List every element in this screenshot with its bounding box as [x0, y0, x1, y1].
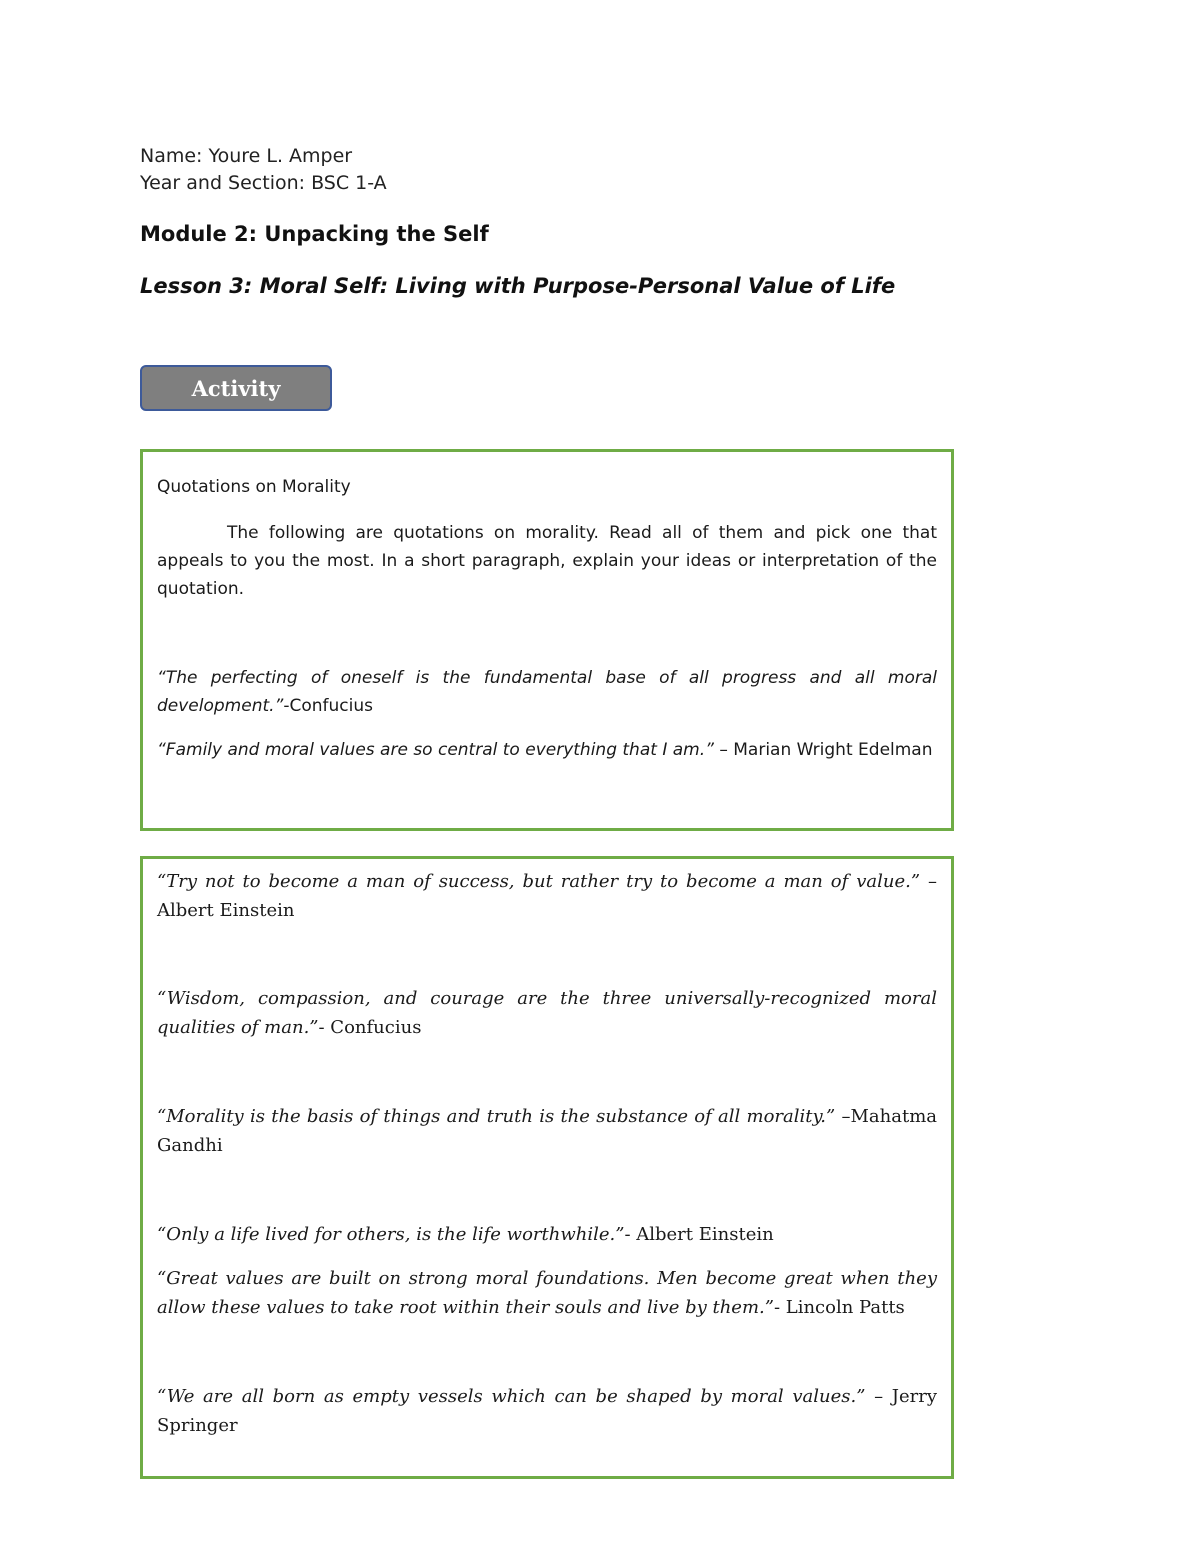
quote-text: “Family and moral values are so central to everything that I am.” — [157, 740, 714, 760]
activity-badge: Activity — [140, 365, 332, 411]
quotations-box-secondary — [140, 856, 954, 1479]
quote-item — [157, 1220, 937, 1249]
quote-item — [157, 1382, 937, 1440]
quote-text: “Morality is the basis of things and truth is the substance of all morality.” — [157, 1106, 836, 1127]
module-title: Module 2: Unpacking the Self — [140, 222, 489, 246]
quote-author: -Confucius — [283, 696, 373, 716]
quote-text: “Wisdom, compassion, and courage are the three universally-recognized moral qualities of man.” — [157, 988, 937, 1038]
student-name: Name: Youre L. Amper — [140, 145, 353, 167]
quote-author: – Albert Einstein — [157, 871, 937, 921]
quote-author: – Marian Wright Edelman — [713, 740, 933, 760]
quote-item — [157, 664, 937, 720]
box-title: Quotations on Morality — [157, 477, 351, 497]
quotations-box-primary — [140, 449, 954, 831]
quote-item — [157, 1102, 937, 1160]
quote-author: - Lincoln Patts — [773, 1297, 905, 1318]
quote-item — [157, 1264, 937, 1322]
lesson-title: Lesson 3: Moral Self: Living with Purpose-Personal Value of Life — [140, 274, 896, 298]
quote-text: “Great values are built on strong moral foundations. Men become great when they allow these values to take root within their souls and live by them.” — [157, 1268, 937, 1318]
quote-author: - Albert Einstein — [624, 1224, 774, 1245]
instructions-paragraph: The following are quotations on morality. Read all of them and pick one that appeals to you the most. In a short paragraph, explain your ideas or interpretation of the quotation. — [157, 523, 937, 599]
quote-author: - Confucius — [318, 1017, 422, 1038]
quote-text: “Try not to become a man of success, but rather try to become a man of value.” — [157, 871, 921, 892]
year-and-section: Year and Section: BSC 1-A — [140, 172, 387, 194]
quote-text: “Only a life lived for others, is the life worthwhile.” — [157, 1224, 625, 1245]
quote-author: – Jerry Springer — [157, 1386, 937, 1436]
quote-item — [157, 867, 937, 925]
quote-text: “The perfecting of oneself is the fundamental base of all progress and all moral development.” — [157, 668, 937, 716]
quote-text: “We are all born as empty vessels which can be shaped by moral values.” — [157, 1386, 866, 1407]
quote-item — [157, 736, 937, 764]
quote-author: –Mahatma Gandhi — [157, 1106, 938, 1156]
quote-item — [157, 984, 937, 1042]
